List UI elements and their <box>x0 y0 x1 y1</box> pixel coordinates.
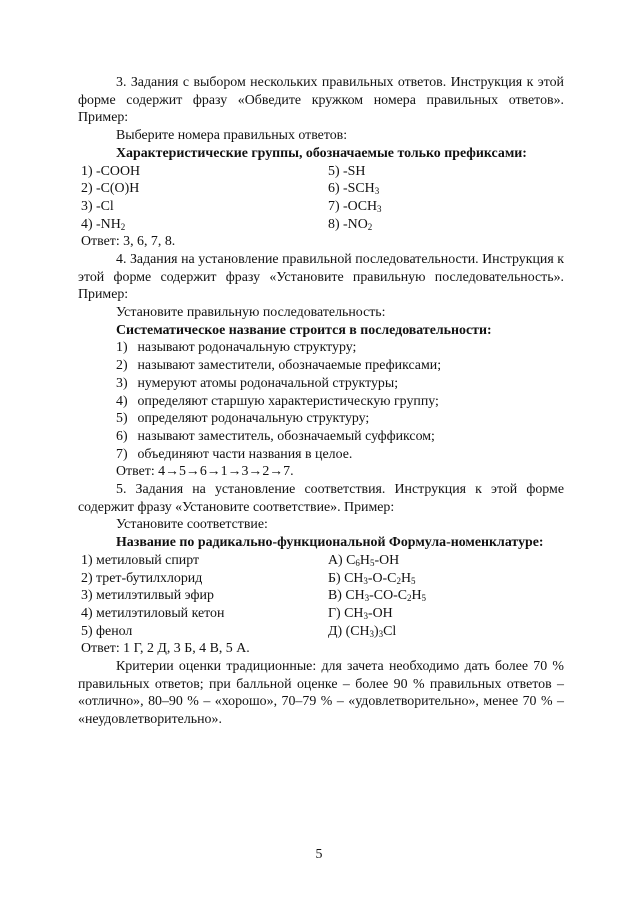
section-4-steps <box>78 339 564 463</box>
list-item: 6) называют заместитель, обозначаемый суффиксом; <box>116 428 435 444</box>
option-row <box>78 216 564 234</box>
compound-formula: Г) $CH_3-OH$ <box>328 605 393 621</box>
section-5-heading: Название по радикально-функциональной Формула-номенклатуре: <box>116 535 544 551</box>
list-item: 3) нумеруют атомы родоначальной структуры; <box>116 375 399 391</box>
match-row <box>78 623 564 641</box>
option-row <box>78 180 564 198</box>
compound-formula: Д) $(CH_3)_3Cl$ <box>328 623 397 639</box>
section-3-intro: 3. Задания с выбором нескольких правильных ответов. Инструкция к этой форме содержит фразу «Обведите кружком номера правильных ответов». Пример: <box>78 75 564 126</box>
section-5-intro: 5. Задания на установление соответствия. Инструкция к этой форме содержит фразу «Установите соответствие». Пример: <box>78 482 564 515</box>
compound-formula: А) $C_6H_5-OH$ <box>328 552 400 568</box>
match-row <box>78 570 564 588</box>
section-5-answer: Ответ: 1 Г, 2 Д, 3 Б, 4 В, 5 А. <box>81 641 250 657</box>
match-row <box>78 587 564 605</box>
list-item: 1) называют родоначальную структуру; <box>116 340 357 356</box>
option-3: 3) -Cl <box>81 198 114 214</box>
option-8: 8) $-NO_2$ <box>328 216 373 232</box>
list-item: 4) определяют старшую характеристическую группу; <box>116 393 439 409</box>
compound-formula: В) $CH_3-CO-C_2H_5$ <box>328 588 427 604</box>
option-2: 2) -C(O)H <box>81 181 140 197</box>
compound-name: 1) метиловый спирт <box>81 552 200 568</box>
option-1: 1) -COOH <box>81 163 141 179</box>
option-7: 7) $-OCH_3$ <box>328 198 382 214</box>
section-3-task: Выберите номера правильных ответов: <box>116 128 348 144</box>
section-4-heading: Систематическое название строится в последовательности: <box>116 322 492 338</box>
match-row <box>78 605 564 623</box>
option-6: 6) $-SCH_3$ <box>328 181 380 197</box>
section-4-answer: Ответ: 4→5→6→1→3→2→7. <box>116 464 294 480</box>
page-content <box>78 74 564 729</box>
option-row <box>78 163 564 181</box>
criteria-paragraph: Критерии оценки традиционные: для зачета необходимо дать более 70 % правильных ответов; при балльной оценке – более 90 % правильных ответов – «отлично», 80–90 % – «хорошо», 70–79 % – «удовлетворительно», менее 70 % – «неудовлетворительно». <box>78 658 564 728</box>
section-5-matching <box>78 552 564 640</box>
section-3-options <box>78 163 564 234</box>
section-4-intro: 4. Задания на установление правильной последовательности. Инструкция к этой форме содержит фразу «Установите правильную последовательность». Пример: <box>78 251 564 303</box>
section-3-answer: Ответ: 3, 6, 7, 8. <box>81 234 176 250</box>
section-4-task: Установите правильную последовательность: <box>116 305 386 321</box>
option-4: 4) $-NH_2$ <box>81 216 126 232</box>
compound-name: 4) метилэтиловый кетон <box>81 605 225 621</box>
compound-formula: Б) $CH_3-O-C_2H_5$ <box>328 570 416 586</box>
page-number: 5 <box>315 847 323 862</box>
option-row <box>78 198 564 216</box>
list-item: 2) называют заместители, обозначаемые префиксами; <box>116 358 442 374</box>
option-5: 5) -SH <box>328 163 366 179</box>
compound-name: 2) трет-бутилхлорид <box>81 570 203 586</box>
match-row <box>78 552 564 570</box>
compound-name: 3) метилэтилвый эфир <box>81 588 214 604</box>
section-5-task: Установите соответствие: <box>116 517 268 533</box>
compound-name: 5) фенол <box>81 623 133 639</box>
section-3-heading: Характеристические группы, обозначаемые только префиксами: <box>116 145 527 161</box>
list-item: 7) объединяют части названия в целое. <box>116 446 353 462</box>
list-item: 5) определяют родоначальную структуру; <box>116 411 370 427</box>
